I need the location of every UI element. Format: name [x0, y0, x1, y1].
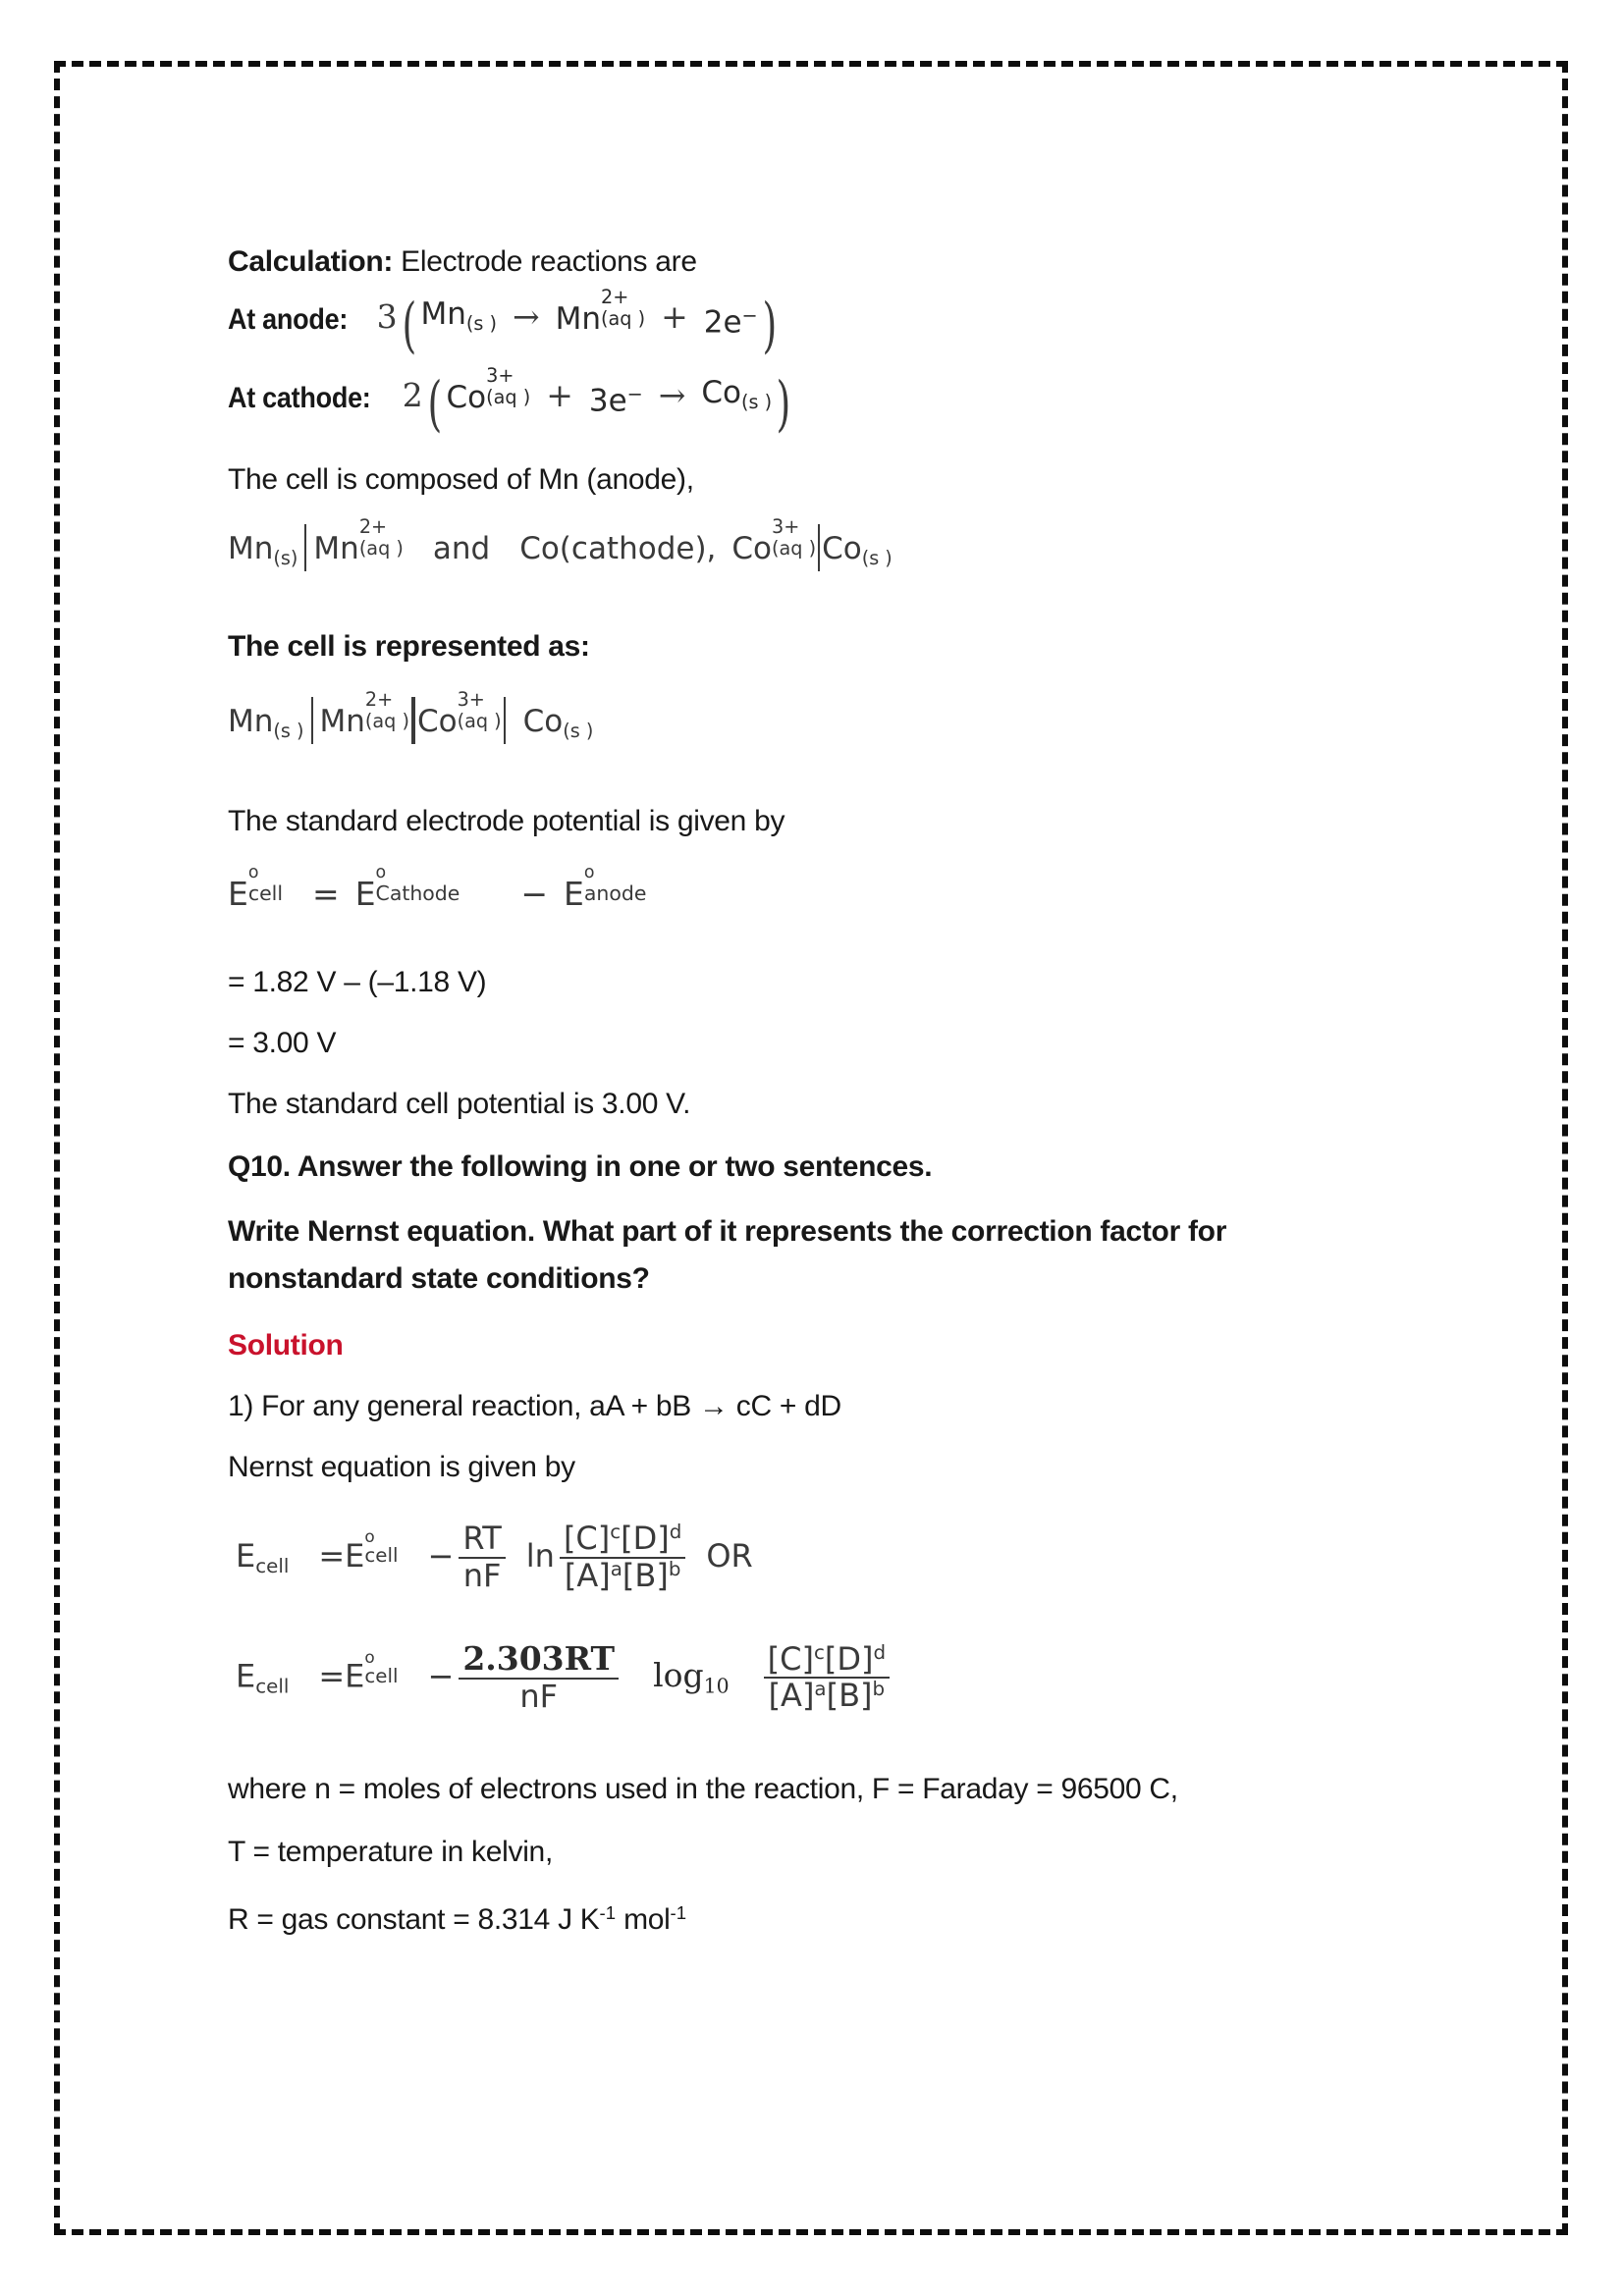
co-ion-state: (aq ): [772, 536, 817, 560]
cell-representation-heading-text: The cell is represented as:: [228, 630, 590, 663]
cell-representation-heading: [228, 630, 590, 664]
anode-product-charge: 2+: [601, 286, 629, 309]
eq2-log-base: 10: [703, 1674, 730, 1698]
nernst-equation-1: [236, 1522, 753, 1594]
question-body-line-1: [228, 1215, 1226, 1249]
potential-conclusion-line: [228, 1088, 690, 1121]
eq2-exp-c: c: [813, 1640, 825, 1664]
eq1-conc-a: [A]: [564, 1556, 611, 1594]
eq2-quotient-fraction: [764, 1639, 890, 1715]
anode-plus-sign: +: [661, 297, 688, 337]
question-body-line-2: [228, 1262, 650, 1296]
co-ion-symbol: Co: [731, 531, 773, 567]
eq2-quotient-numerator: [764, 1639, 890, 1678]
eq1-conc-d: [D]: [621, 1520, 670, 1557]
anode-equation: 3( $Mn_{(s )} \to Mn$ 2+ (aq ) + 2e−): [376, 286, 777, 361]
eq2-log-operator: log: [653, 1656, 704, 1695]
mn-state: (s): [273, 547, 298, 570]
gas-constant-exponent-1: -1: [599, 1902, 617, 1923]
eq1-e0-degree: o: [364, 1526, 375, 1547]
and-conjunction: and: [432, 531, 491, 567]
rep-mn-ion-state: (aq ): [364, 709, 409, 732]
nernst-intro-text: Nernst equation is given by: [228, 1451, 575, 1483]
eanode-degree: o: [583, 863, 595, 883]
eq1-e-subscript: cell: [255, 1555, 290, 1578]
calculation-heading-line: [228, 245, 697, 279]
eq2-exp-a: a: [814, 1678, 827, 1701]
eq1-exp-c: c: [610, 1521, 622, 1544]
co-ion-charge: 3+: [772, 515, 800, 539]
eq2-frac-denominator: nF: [459, 1678, 619, 1715]
calculation-label: Calculation:: [228, 245, 394, 278]
definitions-line-1: [228, 1773, 1178, 1806]
definitions-text-1: where n = moles of electrons used in the reaction, F = Faraday = 96500 C,: [228, 1773, 1178, 1805]
standard-potential-intro: [228, 805, 784, 838]
anode-reactant-symbol: Mn: [420, 296, 466, 332]
cathode-equation: 2( Co 3+ (aq ) + $3e^- \to Co_{(s )}$): [402, 364, 791, 440]
ecell-subscript: cell: [247, 881, 284, 906]
gas-constant-exponent-2: -1: [670, 1902, 687, 1923]
general-reaction-line: [228, 1390, 841, 1423]
question-body-text-1: Write Nernst equation. What part of it represents the correction factor for: [228, 1215, 1227, 1248]
eq2-minus-sign: −: [427, 1657, 455, 1695]
eq2-equals-sign: =: [318, 1657, 346, 1695]
eq1-conc-b: [B]: [622, 1556, 669, 1594]
eq1-equals-sign: =: [318, 1536, 346, 1575]
rep-co-symbol: Co: [522, 704, 564, 740]
eq2-conc-d: [D]: [824, 1639, 874, 1678]
eq2-e0-degree: o: [364, 1646, 375, 1667]
calculation-heading-rest: Electrode reactions are: [393, 245, 697, 278]
anode-electron-charge: −: [741, 303, 758, 327]
rep-mn-state: (s ): [273, 720, 304, 743]
eq2-conc-b: [B]: [826, 1677, 873, 1715]
question-body-text-2: nonstandard state conditions?: [228, 1262, 650, 1295]
question-heading-text: Q10. Answer the following in one or two sentences.: [228, 1150, 933, 1183]
cell-representation-formula: [228, 688, 594, 751]
ecathode-degree: o: [375, 863, 387, 883]
eq1-quotient-fraction: [560, 1522, 685, 1594]
eq2-exp-d: d: [873, 1640, 887, 1664]
anode-reaction-line: [228, 286, 781, 361]
nernst-intro-line: [228, 1451, 575, 1484]
ecell-degree: o: [247, 863, 259, 883]
anode-product-state: (aq ): [601, 306, 646, 330]
solution-label: [228, 1329, 344, 1362]
eq1-ln-operator: ln: [525, 1536, 555, 1575]
general-reaction-text: 1) For any general reaction, aA + bB → cC + dD: [228, 1390, 841, 1422]
eq1-conc-c: [C]: [563, 1520, 611, 1557]
anode-coefficient: 3: [376, 297, 398, 337]
anode-arrow: →: [512, 297, 540, 337]
rep-co-state: (s ): [563, 720, 594, 743]
rep-co-ion-charge: 3+: [457, 688, 485, 712]
potential-result-text: = 3.00 V: [228, 1027, 337, 1059]
cathode-label: At cathode:: [228, 382, 371, 415]
eq2-log-operator-group: [653, 1656, 730, 1698]
eq2-e-symbol: E: [236, 1657, 256, 1695]
potential-numeric-text: = 1.82 V – (–1.18 V): [228, 966, 487, 998]
eq1-frac-numerator: RT: [462, 1520, 502, 1557]
eq1-e-symbol: E: [236, 1536, 256, 1575]
mn-ion-charge: 2+: [358, 515, 388, 539]
standard-potential-intro-text: The standard electrode potential is given by: [228, 805, 785, 837]
eq1-e0-symbol: E: [345, 1536, 365, 1575]
rep-mn-symbol: Mn: [228, 704, 274, 740]
rep-co-ion-symbol: Co: [416, 704, 458, 740]
eq1-exp-b: b: [668, 1557, 681, 1580]
eq1-quotient-denominator: [560, 1557, 685, 1594]
cathode-product-symbol: Co: [701, 375, 742, 410]
potential-result-line: [228, 1027, 336, 1060]
mn-symbol: Mn: [228, 531, 274, 567]
eq1-rt-nf-fraction: [459, 1522, 505, 1594]
cathode-electron-charge: −: [626, 382, 643, 405]
cathode-coefficient: 2: [402, 376, 423, 415]
gas-constant-prefix: R = gas constant = 8.314 J K: [228, 1903, 600, 1937]
mn-ion-state: (aq ): [358, 536, 404, 560]
eq2-conc-a: [A]: [768, 1677, 815, 1715]
gas-constant-mid: mol: [616, 1903, 671, 1937]
ecell-symbol: E: [228, 874, 248, 913]
potential-conclusion-text: The standard cell potential is 3.00 V.: [228, 1088, 691, 1120]
eq2-e-subscript: cell: [255, 1675, 290, 1698]
cathode-reactant-state: (aq ): [486, 385, 531, 408]
cell-composition-text: The cell is composed of Mn (anode),: [228, 463, 694, 496]
eq2-e0-symbol: E: [345, 1657, 365, 1695]
anode-reactant-state: (s ): [465, 312, 497, 336]
standard-potential-equation: [228, 863, 647, 915]
potential-numeric-line: [228, 966, 486, 999]
rep-mn-ion-charge: 2+: [364, 688, 394, 712]
eq1-frac-denominator: nF: [459, 1557, 505, 1594]
cathode-reactant-charge: 3+: [486, 364, 514, 388]
co-cathode-label: Co(cathode),: [519, 531, 717, 567]
eq1-exp-a: a: [610, 1557, 622, 1580]
anode-label: At anode:: [228, 303, 349, 337]
eanode-symbol: E: [564, 874, 584, 913]
ecathode-symbol: E: [354, 874, 376, 913]
nernst-equation-2: [236, 1641, 894, 1715]
definitions-line-2: [228, 1836, 553, 1869]
cathode-product-state: (s ): [741, 391, 773, 414]
minus-sign-1: −: [520, 874, 549, 913]
eq1-e0-subscript: cell: [364, 1544, 399, 1568]
eq2-rt-nf-fraction: [459, 1641, 619, 1715]
cathode-plus-sign: +: [546, 376, 573, 415]
anode-electrons: 2e: [703, 304, 742, 341]
cell-composition-sentence: [228, 463, 694, 497]
eq2-exp-b: b: [872, 1678, 886, 1701]
cathode-electrons: 3e: [588, 383, 627, 419]
definitions-line-3: [228, 1896, 686, 1937]
cathode-arrow: →: [658, 376, 686, 415]
eq2-conc-c: [C]: [767, 1639, 814, 1678]
eq1-minus-sign: −: [427, 1536, 455, 1575]
rep-mn-ion-symbol: Mn: [319, 704, 365, 740]
solution-label-text: Solution: [228, 1329, 344, 1362]
co-symbol: Co: [822, 531, 862, 567]
anode-product-symbol: Mn: [555, 301, 602, 338]
definitions-text-2: T = temperature in kelvin,: [228, 1836, 553, 1868]
eq2-quotient-denominator: [764, 1677, 890, 1714]
question-heading: [228, 1150, 932, 1184]
eq1-or-text: OR: [706, 1536, 753, 1575]
co-state: (s ): [861, 547, 893, 570]
eanode-subscript: anode: [583, 881, 647, 906]
eq2-frac-numerator: 2.303RT: [462, 1639, 616, 1678]
cathode-reactant-symbol: Co: [446, 380, 487, 416]
rep-co-ion-state: (aq ): [457, 709, 502, 732]
eq1-quotient-numerator: [560, 1522, 685, 1557]
ecathode-subscript: Cathode: [375, 881, 460, 906]
eq2-e0-subscript: cell: [364, 1665, 399, 1688]
cathode-reaction-line: [228, 364, 795, 440]
cell-composition-formula: [228, 515, 893, 578]
equals-sign-1: =: [312, 874, 340, 913]
eq1-exp-d: d: [669, 1521, 682, 1544]
mn-ion-symbol: Mn: [313, 531, 359, 567]
